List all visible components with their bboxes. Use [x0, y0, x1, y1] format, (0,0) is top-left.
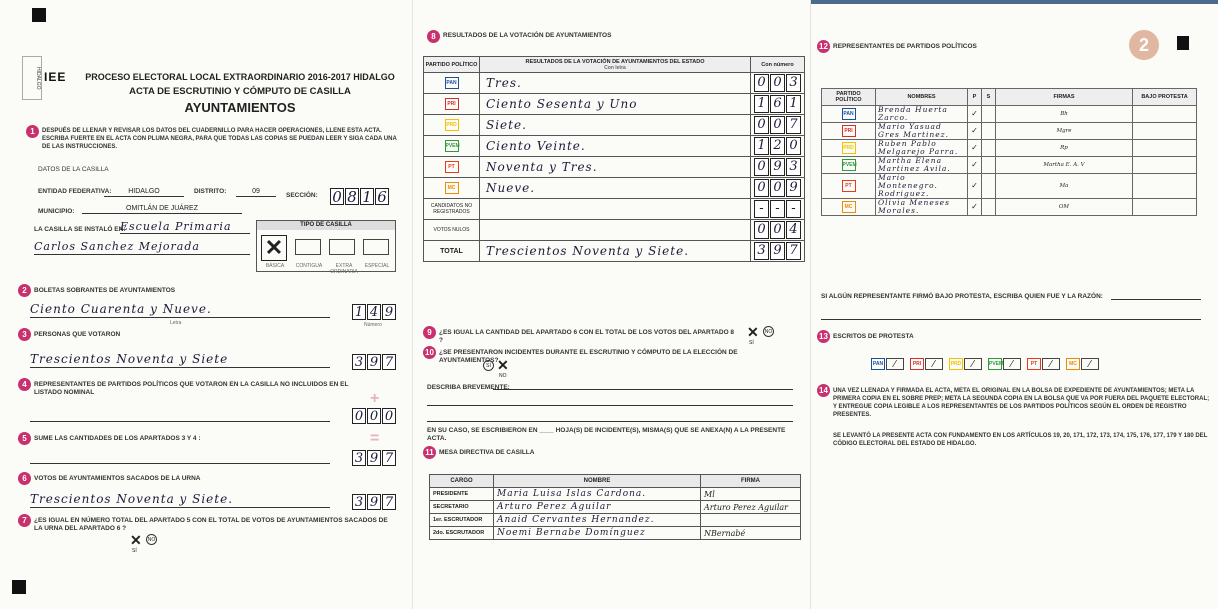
propietario-check[interactable]: ✓	[968, 198, 982, 215]
table-row	[424, 241, 805, 262]
votes-digit[interactable]: 0	[754, 74, 769, 92]
party-cell	[822, 156, 876, 173]
votes-digit[interactable]: 2	[770, 137, 785, 155]
protesta-line[interactable]	[1111, 292, 1201, 300]
suma-line[interactable]	[30, 454, 330, 464]
suplente-check[interactable]	[982, 173, 996, 198]
party-cell	[424, 157, 480, 178]
suplente-check[interactable]	[982, 122, 996, 139]
protesta-count-box[interactable]: ⁄	[1081, 358, 1099, 370]
party-logo-icon: MC	[445, 182, 459, 194]
total-digit[interactable]: 9	[770, 242, 785, 260]
describa-line[interactable]	[493, 382, 793, 390]
registration-mark	[12, 580, 26, 594]
equals-sign: =	[370, 430, 380, 447]
registration-mark	[32, 8, 46, 22]
votos-urna-digit[interactable]: 3	[352, 494, 366, 510]
votes-words[interactable]: Tres.	[480, 73, 751, 94]
rep-name-line1: Mario Montenegro.	[878, 172, 938, 190]
party-logo-icon: PAN	[445, 77, 459, 89]
rep-name-cell[interactable]	[876, 173, 968, 198]
state-logo: HIDALGO	[22, 56, 42, 100]
tipo-casilla-box	[256, 220, 396, 275]
section5-label: SUME LAS CANTIDADES DE LOS APARTADOS 3 Y 4 :	[34, 435, 201, 442]
col-firma: FIRMA	[701, 475, 801, 488]
table-row	[424, 199, 805, 220]
describa-label: DESCRIBA BREVEMENTE:	[427, 384, 510, 391]
protesta-cell[interactable]	[1133, 156, 1197, 173]
table-row	[822, 198, 1197, 215]
votes-words[interactable]: Ciento Sesenta y Uno	[480, 94, 751, 115]
table-row	[430, 488, 801, 501]
party-logo-icon: PVEM	[445, 140, 459, 152]
section-number-11: 11	[423, 446, 436, 459]
table-row	[424, 178, 805, 199]
table-row	[430, 514, 801, 527]
party-logo-icon: PVEM	[842, 159, 856, 171]
document-title-line3: AYUNTAMIENTOS	[184, 100, 296, 115]
votes-words[interactable]: Siete.	[480, 115, 751, 136]
total-digits	[751, 242, 804, 260]
protesta-question: SI ALGÚN REPRESENTANTE FIRMÓ BAJO PROTESTA, ESCRIBA QUIEN FUE Y LA RAZÓN:	[821, 293, 1103, 300]
tipo-contigua-box[interactable]	[295, 239, 321, 255]
col-partido: PARTIDO POLÍTICO	[822, 89, 876, 106]
seccion-digit[interactable]: 0	[330, 188, 344, 205]
suma-digit[interactable]: 3	[352, 450, 366, 466]
section7-si-crossed[interactable]: ✕	[130, 532, 142, 548]
protesta-count-box[interactable]: ⁄	[1003, 358, 1021, 370]
nulos-digits	[751, 221, 804, 239]
representantes-listado-line[interactable]	[30, 412, 330, 422]
party-logo-icon: PRD	[949, 358, 963, 370]
rep-signature[interactable]: Rp	[996, 139, 1133, 156]
total-digit[interactable]: 7	[786, 242, 801, 260]
party-logo-icon: PT	[1027, 358, 1041, 370]
section10-label: ¿SE PRESENTARON INCIDENTES DURANTE EL ESCRUTINIO Y CÓMPUTO DE LA ELECCIÓN DE AYUNTAMIENTOS?	[439, 349, 738, 364]
section7-label: ¿ES IGUAL EN NÚMERO TOTAL DEL APARTADO 5 CON EL TOTAL DE VOTOS DE AYUNTAMIENTOS SACADOS DE LA URNA DEL APARTADO 6 ?	[34, 517, 388, 532]
propietario-check[interactable]: ✓	[968, 122, 982, 139]
party-logo-icon: PT	[445, 161, 459, 173]
entidad-value[interactable]: HIDALGO	[104, 188, 184, 197]
section7-si-label: SÍ	[132, 548, 137, 554]
tipo-extraordinaria-box[interactable]	[329, 239, 355, 255]
rep-signature[interactable]: Mgre	[996, 122, 1133, 139]
party-cell	[822, 198, 876, 215]
letra-caption: Letra	[170, 320, 182, 326]
describa-line[interactable]	[427, 414, 793, 422]
votes-words[interactable]: Nueve.	[480, 178, 751, 199]
representantes-digit[interactable]: 0	[382, 408, 396, 424]
nulos-words[interactable]	[480, 220, 751, 241]
votes-digits	[751, 158, 804, 176]
party-cell	[822, 105, 876, 122]
section14-instructions: UNA VEZ LLENADA Y FIRMADA EL ACTA, META EL ORIGINAL EN LA BOLSA DE EXPEDIENTE DE AYUNTAMIENTOS; META LA PRIMERA COPIA EN EL SOBRE PREP; META LA SEGUNDA COPIA EN LA BOLSA QUE VA POR FUERA DEL PAQUETE ELECTORAL; Y ENTREGUE COPIA LEGIBLE A LOS REPRESENTANTES DE LOS PARTIDOS POLÍTICOS SEGÚN EL ORDEN DE REGISTRO PRESENTES.	[833, 388, 1210, 418]
candidatos-words[interactable]	[480, 199, 751, 220]
tipo-col-label: EXTRA ORDINARIA	[330, 263, 358, 275]
firma-cell[interactable]	[701, 514, 801, 527]
instalo-label: LA CASILLA SE INSTALÓ EN:	[34, 226, 126, 233]
acta-page-left	[0, 0, 412, 609]
votes-digit[interactable]: 0	[770, 74, 785, 92]
section-number-4: 4	[18, 378, 31, 391]
municipio-value[interactable]: OMITLÁN DE JUÁREZ	[82, 205, 242, 214]
votos-urna-digit[interactable]: 7	[382, 494, 396, 510]
section10-no-crossed[interactable]: ✕	[497, 357, 509, 373]
protesta-cell[interactable]	[1133, 198, 1197, 215]
col-s: S	[982, 89, 996, 106]
protesta-party-item	[988, 358, 1021, 370]
rep-signature[interactable]: Bh	[996, 105, 1133, 122]
tipo-casilla-title: TIPO DE CASILLA	[257, 221, 395, 230]
distrito-label: DISTRITO:	[194, 188, 227, 195]
section8-label: RESULTADOS DE LA VOTACIÓN DE AYUNTAMIENTOS	[443, 32, 612, 39]
tipo-col-label: CONTIGUA	[295, 263, 323, 269]
suplente-check[interactable]	[982, 156, 996, 173]
cargo-cell: PRESIDENTE	[430, 488, 494, 501]
rep-name-cell[interactable]	[876, 198, 968, 215]
protesta-cell[interactable]	[1133, 173, 1197, 198]
representantes-digit[interactable]: 0	[367, 408, 381, 424]
section2-label: BOLETAS SOBRANTES DE AYUNTAMIENTOS	[34, 287, 176, 294]
votes-digit[interactable]: 9	[770, 158, 785, 176]
registration-mark	[1177, 36, 1189, 50]
section-number-13: 13	[817, 330, 830, 343]
personas-digit[interactable]: 7	[382, 354, 396, 370]
party-logo-icon: PT	[842, 180, 856, 192]
votes-digit[interactable]: 6	[770, 95, 785, 113]
col-p: P	[968, 89, 982, 106]
candidatos-digit[interactable]: -	[786, 200, 801, 218]
rep-name-line2: Morales.	[878, 205, 920, 215]
section9-si-label: SÍ	[749, 340, 754, 346]
party-cell	[822, 122, 876, 139]
protesta-party-item	[1027, 358, 1060, 370]
votes-digits	[751, 179, 804, 197]
section7-no-option[interactable]: NO	[146, 534, 157, 545]
firma-cell[interactable]: Arturo Perez Aguilar	[701, 501, 801, 514]
protesta-cell[interactable]	[1133, 122, 1197, 139]
party-logo-icon: PRI	[445, 98, 459, 110]
section-number-5: 5	[18, 432, 31, 445]
col-protesta: BAJO PROTESTA	[1133, 89, 1197, 106]
boletas-sobrantes-words[interactable]: Ciento Cuarenta y Nueve.	[30, 302, 330, 318]
party-logo-icon: PRD	[842, 142, 856, 154]
boletas-digit[interactable]: 1	[352, 304, 366, 320]
table-row	[424, 136, 805, 157]
candidatos-digits	[751, 200, 804, 218]
protesta-count-box[interactable]: ⁄	[1042, 358, 1060, 370]
seccion-digit[interactable]: 1	[360, 188, 374, 205]
section-number-7: 7	[18, 514, 31, 527]
tipo-col-label: ESPECIAL	[364, 263, 390, 269]
rep-name-line2: Gres Martinez.	[878, 129, 950, 139]
suplente-check[interactable]	[982, 198, 996, 215]
firma-cell[interactable]: NBernabé	[701, 527, 801, 540]
total-label: TOTAL	[424, 241, 480, 262]
table-row	[430, 501, 801, 514]
table-row	[424, 115, 805, 136]
rep-name-cell[interactable]	[876, 139, 968, 156]
suplente-check[interactable]	[982, 139, 996, 156]
votes-digit[interactable]: 0	[754, 116, 769, 134]
protesta-count-box[interactable]: ⁄	[964, 358, 982, 370]
votes-digit[interactable]: 0	[754, 158, 769, 176]
section-number-12: 12	[817, 40, 830, 53]
party-cell	[424, 115, 480, 136]
plus-sign: +	[370, 390, 380, 407]
votes-digit[interactable]: 3	[786, 158, 801, 176]
instalo-value-line1[interactable]: Escuela Primaria	[120, 220, 250, 234]
votes-digit[interactable]: 1	[786, 95, 801, 113]
representantes-digit[interactable]: 0	[352, 408, 366, 424]
datos-casilla-label: DATOS DE LA CASILLA	[38, 166, 109, 173]
table-row	[822, 122, 1197, 139]
party-cell	[822, 173, 876, 198]
votes-words[interactable]: Noventa y Tres.	[480, 157, 751, 178]
tipo-especial-box[interactable]	[363, 239, 389, 255]
personas-digit[interactable]: 3	[352, 354, 366, 370]
party-logo-icon: PRD	[445, 119, 459, 131]
table-row	[822, 156, 1197, 173]
nombre-cell[interactable]: Maria Luisa Islas Cardona.	[494, 488, 701, 501]
table-row	[424, 220, 805, 241]
table-row	[424, 73, 805, 94]
section9-label: ¿ES IGUAL LA CANTIDAD DEL APARTADO 6 CON EL TOTAL DE LOS VOTOS DEL APARTADO 8 ?	[439, 329, 735, 344]
tipo-basica-checked[interactable]: ✕	[261, 235, 287, 261]
nombre-cell[interactable]: Anaid Cervantes Hernandez.	[494, 514, 701, 527]
nulos-label: VOTOS NULOS	[424, 220, 480, 241]
col-partido: PARTIDO POLÍTICO	[424, 57, 480, 73]
mesa-directiva-table	[429, 474, 801, 540]
anexo-text: EN SU CASO, SE ESCRIBIERON EN ____ HOJA(S) DE INCIDENTE(S), MISMA(S) QUE SE ANEXA(N) A LA PRESENTE ACTA.	[427, 427, 786, 442]
section9-no-option[interactable]: NO	[763, 326, 774, 337]
rep-name-cell[interactable]	[876, 156, 968, 173]
table-row	[430, 527, 801, 540]
section10-no-label: NO	[499, 373, 507, 379]
document-title-line1: PROCESO ELECTORAL LOCAL EXTRAORDINARIO 2016-2017 HIDALGO	[85, 72, 395, 82]
cargo-cell: 2do. ESCRUTADOR	[430, 527, 494, 540]
propietario-check[interactable]: ✓	[968, 173, 982, 198]
rep-name-line1: Olivia Meneses	[878, 197, 950, 207]
table-row	[822, 139, 1197, 156]
rep-name-line1: Brenda Huerta	[878, 104, 948, 114]
table-row	[424, 94, 805, 115]
candidatos-digit[interactable]: -	[754, 200, 769, 218]
party-cell	[424, 94, 480, 115]
total-digit[interactable]: 3	[754, 242, 769, 260]
acta-page-right	[810, 0, 1218, 609]
describa-line[interactable]	[427, 398, 793, 406]
nulos-digit[interactable]: 0	[754, 221, 769, 239]
votes-digits	[751, 116, 804, 134]
party-cell	[822, 139, 876, 156]
party-logo-icon: PVEM	[988, 358, 1002, 370]
section-number-3: 3	[18, 328, 31, 341]
rep-name-line1: Mario Yasuad	[878, 121, 942, 131]
votes-digits	[751, 74, 804, 92]
personas-digit[interactable]: 9	[367, 354, 381, 370]
col-nombre: NOMBRE	[494, 475, 701, 488]
section6-label: VOTOS DE AYUNTAMIENTOS SACADOS DE LA URNA	[34, 475, 201, 482]
nombre-cell[interactable]: Arturo Perez Aguilar	[494, 501, 701, 514]
rep-name-line2: Melgarejo Parra.	[878, 146, 959, 156]
section4-label: REPRESENTANTES DE PARTIDOS POLÍTICOS QUE VOTARON EN LA CASILLA NO INCLUIDOS EN EL LISTADO NOMINAL	[34, 381, 349, 396]
votes-digit[interactable]: 1	[754, 137, 769, 155]
party-cell	[424, 136, 480, 157]
protesta-party-item	[949, 358, 982, 370]
party-logo-icon: PRI	[842, 125, 856, 137]
col-nombres: NOMBRES	[876, 89, 968, 106]
section-number-9: 9	[423, 326, 436, 339]
table-row	[822, 105, 1197, 122]
suma-digit[interactable]: 9	[367, 450, 381, 466]
protesta-cell[interactable]	[1133, 139, 1197, 156]
section-number-2: 2	[18, 284, 31, 297]
propietario-check[interactable]: ✓	[968, 105, 982, 122]
votes-words[interactable]: Ciento Veinte.	[480, 136, 751, 157]
entidad-label: ENTIDAD FEDERATIVA:	[38, 188, 112, 195]
protesta-count-box[interactable]: ⁄	[886, 358, 904, 370]
iee-logo: IEE	[44, 70, 67, 84]
instalo-value-line2[interactable]: Carlos Sanchez Mejorada	[34, 240, 250, 255]
col-cargo: CARGO	[430, 475, 494, 488]
seccion-digit[interactable]: 6	[375, 188, 389, 205]
votes-digit[interactable]: 3	[786, 74, 801, 92]
page-number-badge: 2	[1129, 30, 1159, 60]
party-logo-icon: PAN	[842, 108, 856, 120]
resultados-table	[423, 56, 805, 262]
document-title-line2: ACTA DE ESCRUTINIO Y CÓMPUTO DE CASILLA	[129, 86, 351, 97]
acta-page-middle	[412, 0, 810, 609]
col-numero: Con número	[751, 57, 805, 73]
section9-si-crossed[interactable]: ✕	[747, 324, 759, 340]
party-logo-icon: MC	[1066, 358, 1080, 370]
nombre-cell[interactable]: Noemi Bernabe Domínguez	[494, 527, 701, 540]
votes-digit[interactable]: 0	[770, 179, 785, 197]
candidatos-digit[interactable]: -	[770, 200, 785, 218]
nulos-digit[interactable]: 0	[770, 221, 785, 239]
section3-label: PERSONAS QUE VOTARON	[34, 331, 121, 338]
section10-si-option[interactable]: SÍ	[483, 360, 494, 371]
seccion-digit[interactable]: 8	[345, 188, 359, 205]
protesta-party-item	[910, 358, 943, 370]
protesta-count-box[interactable]: ⁄	[925, 358, 943, 370]
suplente-check[interactable]	[982, 105, 996, 122]
fundamento-text: SE LEVANTÓ LA PRESENTE ACTA CON FUNDAMENTO EN LOS ARTÍCULOS 19, 20, 171, 172, 173, 174, 175, 176, 177, 179 Y 180 DEL CÓDIGO ELECTORAL DEL ESTADO DE HIDALGO.	[833, 433, 1208, 447]
rep-signature[interactable]: Martha E. A. V	[996, 156, 1133, 173]
protesta-line[interactable]	[821, 312, 1201, 320]
votes-digit[interactable]: 9	[786, 179, 801, 197]
party-cell	[424, 178, 480, 199]
suma-digit[interactable]: 7	[382, 450, 396, 466]
section-number-10: 10	[423, 346, 436, 359]
party-logo-icon: PRI	[910, 358, 924, 370]
cargo-cell: SECRETARIO	[430, 501, 494, 514]
votes-digit[interactable]: 0	[786, 137, 801, 155]
section-number-14: 14	[817, 384, 830, 397]
votes-digit[interactable]: 0	[770, 116, 785, 134]
col-letra: RESULTADOS DE LA VOTACIÓN DE AYUNTAMIENTOS DEL ESTADO Con letra	[480, 57, 751, 73]
votos-urna-digit[interactable]: 9	[367, 494, 381, 510]
votos-urna-words[interactable]: Trescientos Noventa y Siete.	[30, 492, 330, 508]
rep-signature[interactable]: OM	[996, 198, 1133, 215]
col-firmas: FIRMAS	[996, 89, 1133, 106]
escritos-protesta-row	[871, 358, 1099, 370]
rep-name-line2: Martinez Avila.	[878, 163, 951, 173]
protesta-party-item	[871, 358, 904, 370]
rep-name-line1: Martha Elena	[878, 155, 943, 165]
rep-name-line2: Zarco.	[878, 112, 909, 122]
rep-name-cell[interactable]	[876, 105, 968, 122]
section11-label: MESA DIRECTIVA DE CASILLA	[439, 449, 535, 456]
rep-name-line2: Rodriguez.	[878, 188, 930, 198]
propietario-check[interactable]: ✓	[968, 139, 982, 156]
personas-votaron-words[interactable]: Trescientos Noventa y Siete	[30, 352, 330, 368]
boletas-digit[interactable]: 9	[382, 304, 396, 320]
table-row	[822, 173, 1197, 198]
protesta-party-item	[1066, 358, 1099, 370]
section12-label: REPRESENTANTES DE PARTIDOS POLÍTICOS	[833, 43, 977, 50]
firma-cell[interactable]: Ml	[701, 488, 801, 501]
boletas-digit[interactable]: 4	[367, 304, 381, 320]
rep-signature[interactable]: Ma	[996, 173, 1133, 198]
rep-name-cell[interactable]	[876, 122, 968, 139]
candidatos-label: CANDIDATOS NO REGISTRADOS	[424, 199, 480, 220]
nulos-digit[interactable]: 4	[786, 221, 801, 239]
rep-name-line1: Ruben Pablo	[878, 138, 937, 148]
party-logo-icon: PAN	[871, 358, 885, 370]
table-row	[424, 157, 805, 178]
total-words[interactable]: Trescientos Noventa y Siete.	[480, 241, 751, 262]
party-logo-icon: MC	[842, 201, 856, 213]
top-edge	[811, 0, 1218, 4]
section13-label: ESCRITOS DE PROTESTA	[833, 333, 914, 340]
section-number-1: 1	[26, 125, 39, 138]
seccion-label: SECCIÓN:	[286, 192, 318, 199]
section1-instructions: DESPUÉS DE LLENAR Y REVISAR LOS DATOS DEL CUADERNILLO PARA HACER OPERACIONES, LLENE ESTA ACTA. ESCRIBA FUERTE EN EL ACTA CON PLUMA NEGRA, PARA QUE TODAS LAS COPIAS SE PUEDAN LEER Y SIGA CADA UNA DE LAS INSTRUCCIONES.	[42, 128, 397, 150]
votes-digits	[751, 95, 804, 113]
distrito-value[interactable]: 09	[236, 188, 276, 197]
cargo-cell: 1er. ESCRUTADOR	[430, 514, 494, 527]
party-cell	[424, 73, 480, 94]
municipio-label: MUNICIPIO:	[38, 208, 75, 215]
votes-digits	[751, 137, 804, 155]
votes-digit[interactable]: 7	[786, 116, 801, 134]
numero-caption: Número	[364, 322, 382, 328]
propietario-check[interactable]: ✓	[968, 156, 982, 173]
votes-digit[interactable]: 1	[754, 95, 769, 113]
tipo-col-label: BÁSICA	[265, 263, 285, 269]
section-number-8: 8	[427, 30, 440, 43]
section-number-6: 6	[18, 472, 31, 485]
protesta-cell[interactable]	[1133, 105, 1197, 122]
votes-digit[interactable]: 0	[754, 179, 769, 197]
representantes-table	[821, 88, 1197, 216]
